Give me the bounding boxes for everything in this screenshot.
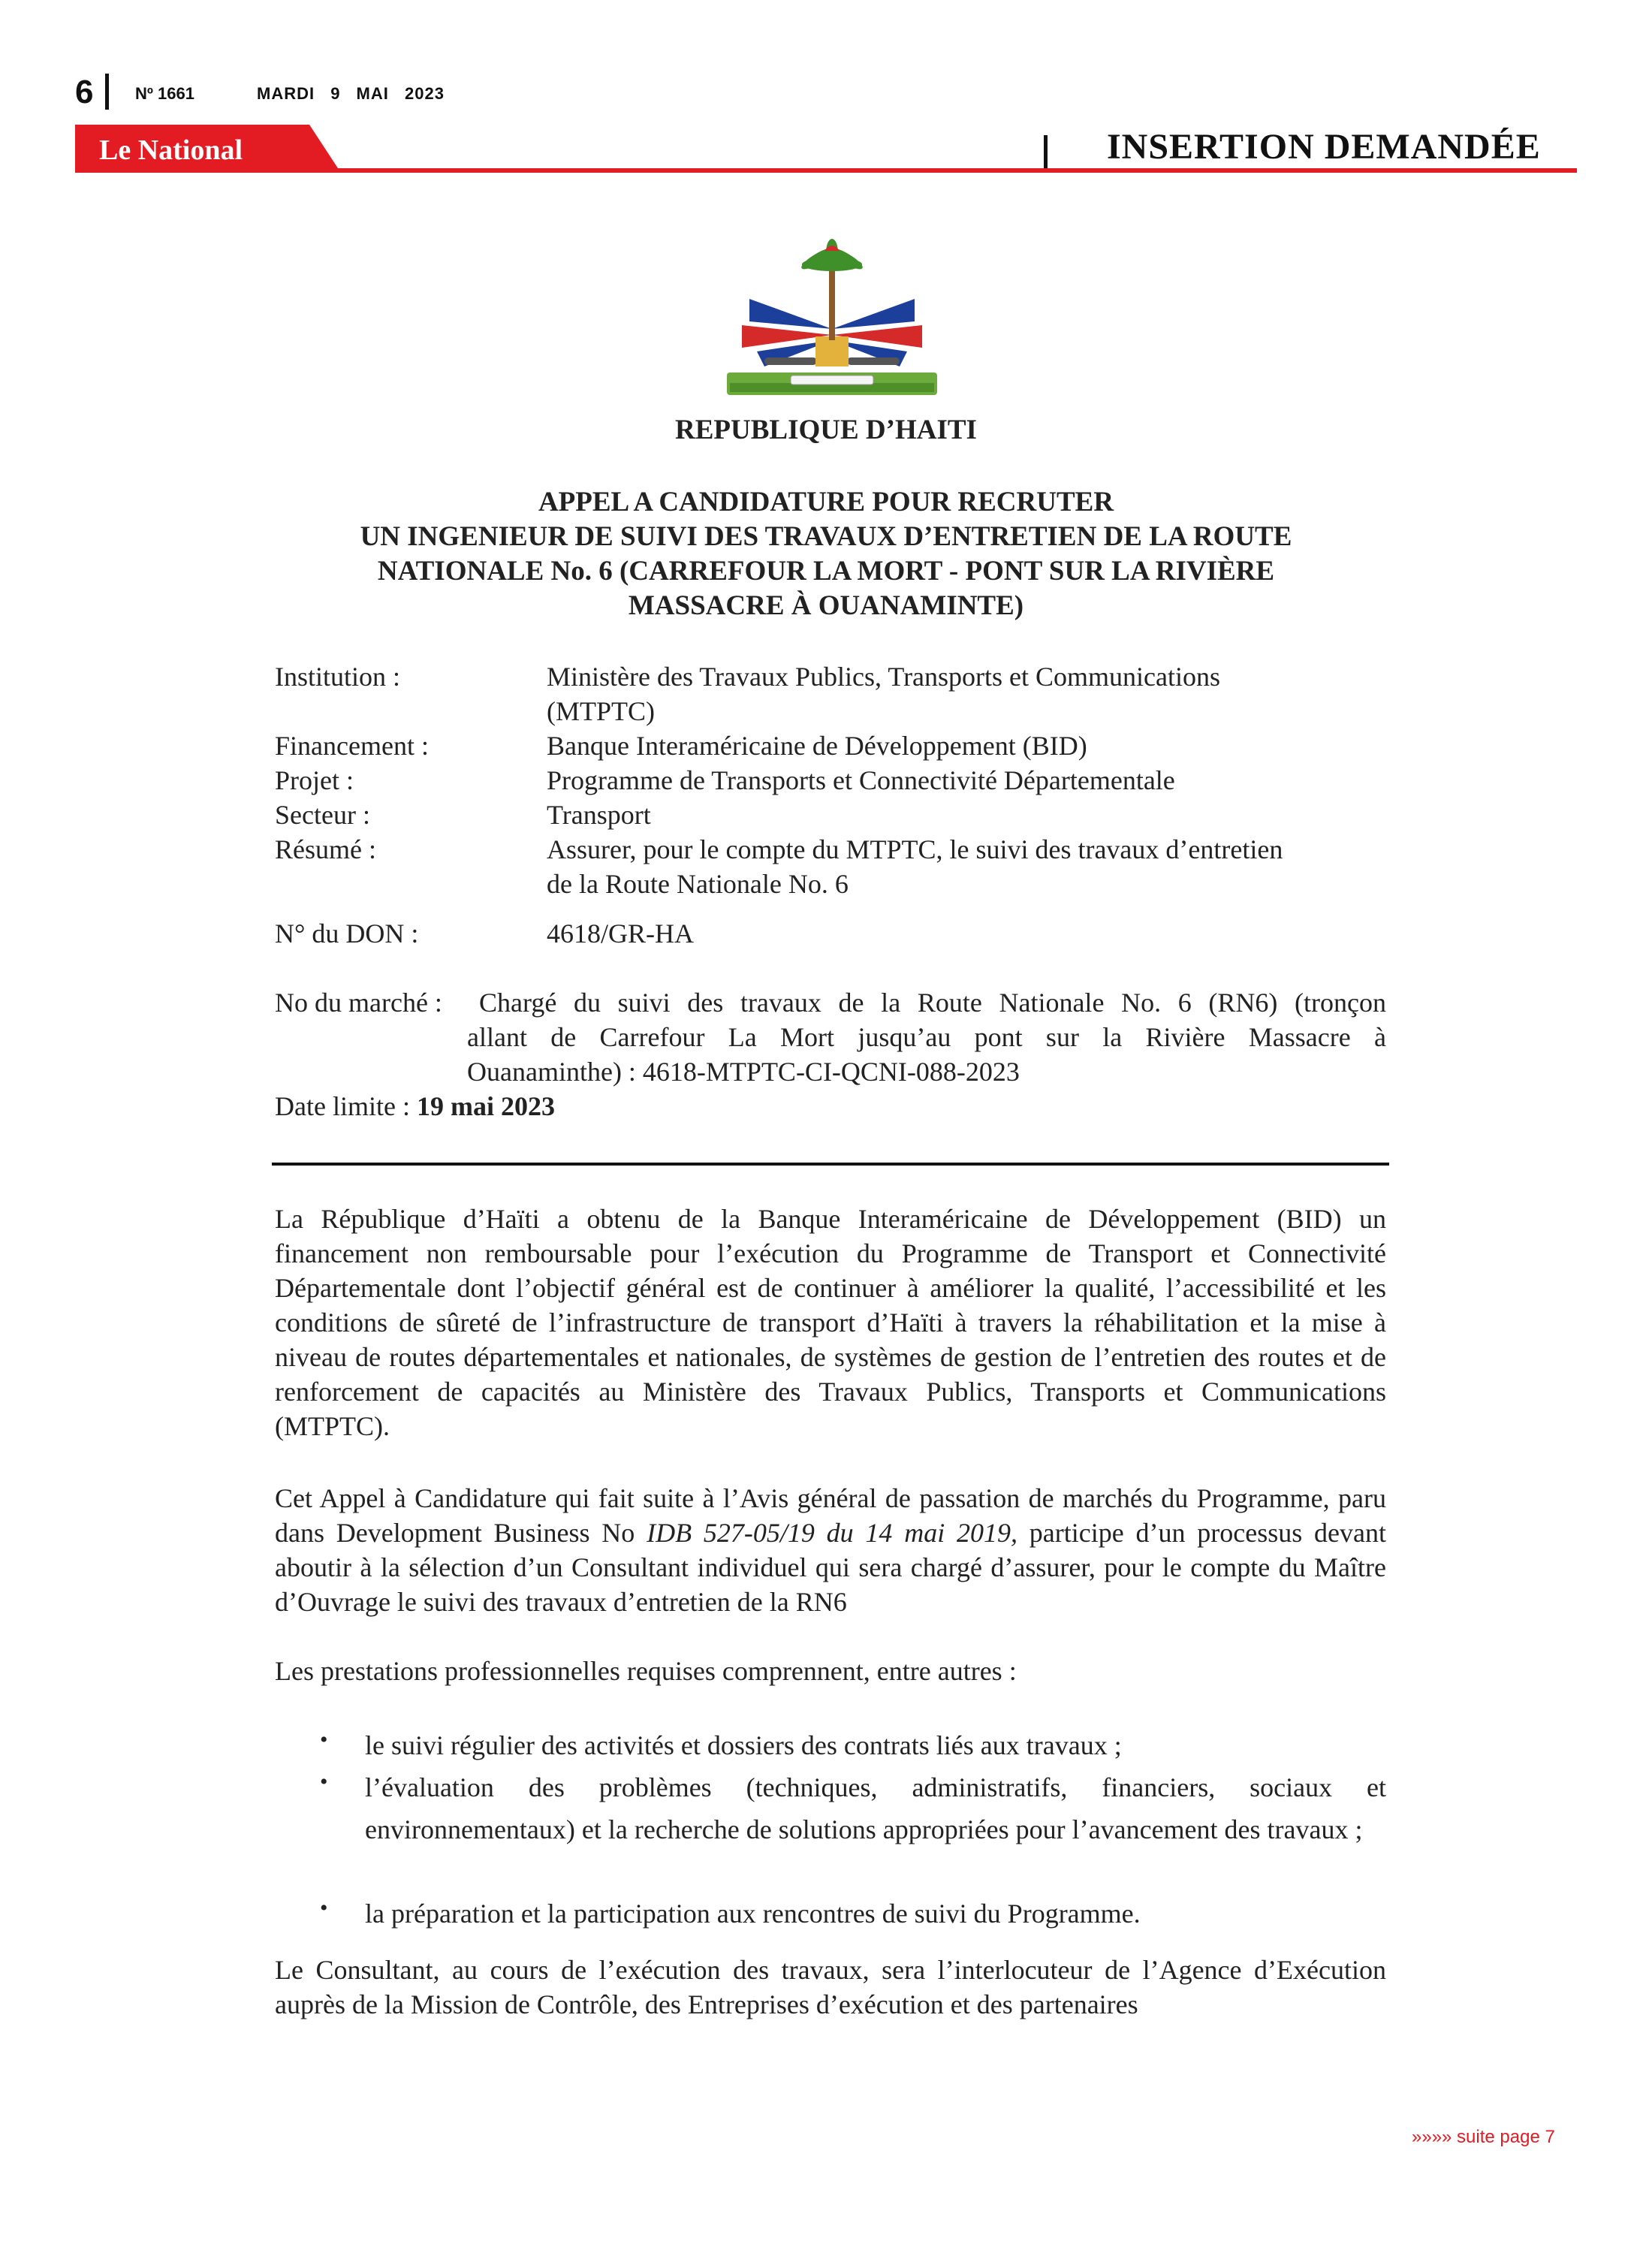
info-label: Secteur :: [275, 800, 370, 830]
deadline-value: 19 mai 2023: [416, 1091, 555, 1121]
country-name: REPUBLIQUE D’HAITI: [675, 415, 977, 445]
deadline-label: Date limite :: [275, 1091, 410, 1121]
newspaper-brand: Le National: [99, 134, 243, 166]
paragraph-announcement-start: Cet Appel à Candidature qui fait suite à l’Avis général de passation de marchés du Programme, paru dans Development Business No: [275, 1483, 1386, 1548]
continued-link[interactable]: »»»» suite page 7: [1412, 2127, 1555, 2147]
info-value: Programme de Transports et Connectivité Départementale: [547, 765, 1175, 795]
paragraph-consultant-role: Le Consultant, au cours de l’exécution des travaux, sera l’interlocuteur de l’Agence d’Exécution auprès de la Mission de Contrôle, des Entreprises d’exécution et des partenaires: [275, 1955, 1386, 2019]
info-value: de la Route Nationale No. 6: [547, 869, 849, 899]
bullet-item: l’évaluation des problèmes (techniques, administratifs, financiers, sociaux et environnementaux) et la recherche de solutions appropriées pour l’avancement des travaux ;: [365, 1772, 1386, 1844]
info-label: Financement :: [275, 731, 429, 761]
marche-label: No du marché :: [275, 988, 442, 1018]
info-value: (MTPTC): [547, 696, 655, 726]
section-rule: [272, 1163, 1389, 1166]
paragraph-announcement-end: participe d’un processus devant aboutir à la sélection d’un Consultant individuel qui sera chargé d’assurer, pour le compte du Maître d’Ouvrage le suivi des travaux d’entretien de la RN6: [275, 1518, 1386, 1617]
info-label: Résumé :: [275, 834, 376, 864]
info-value: Ministère des Travaux Publics, Transports et Communications: [547, 662, 1221, 692]
info-label: Projet :: [275, 765, 354, 795]
bullet-icon: •: [320, 1769, 328, 1794]
title-line-1: APPEL A CANDIDATURE POUR RECRUTER: [538, 487, 1114, 517]
section-divider: [1044, 135, 1048, 168]
bullet-icon: •: [320, 1727, 328, 1752]
paragraph-announcement-reference: IDB 527-05/19 du 14 mai 2019,: [647, 1518, 1017, 1548]
paragraph-announcement: [275, 1481, 1386, 1619]
info-value: 4618/GR-HA: [547, 918, 694, 949]
marche-line-3: Ouanaminthe) : 4618-MTPTC-CI-QCNI-088-2023: [467, 1057, 1020, 1087]
info-label: Institution :: [275, 662, 401, 692]
info-value: Transport: [547, 800, 651, 830]
haiti-coat-of-arms-icon: [719, 239, 945, 404]
paragraph-services-intro: Les prestations professionnelles requises comprennent, entre autres :: [275, 1656, 1017, 1686]
bullet-icon: •: [320, 1896, 328, 1920]
title-line-4: MASSACRE À OUANAMINTE): [628, 590, 1024, 621]
marche-line-1: Chargé du suivi des travaux de la Route Nationale No. 6 (RN6) (tronçon: [479, 988, 1386, 1018]
info-value: Assurer, pour le compte du MTPTC, le suivi des travaux d’entretien: [547, 834, 1283, 864]
title-line-3: NATIONALE No. 6 (CARREFOUR LA MORT - PONT SUR LA RIVIÈRE: [377, 556, 1275, 587]
info-label: N° du DON :: [275, 918, 419, 949]
bullet-item: la préparation et la participation aux rencontres de suivi du Programme.: [365, 1899, 1141, 1929]
marche-line-2: allant de Carrefour La Mort jusqu’au pont sur la Rivière Massacre à: [467, 1022, 1386, 1052]
paragraph-financing: La République d’Haïti a obtenu de la Banque Interaméricaine de Développement (BID) un financement non remboursable pour l’exécution du Programme de Transport et Connectivité Départementale dont l’objectif général est de continuer à améliorer la qualité, l’accessibilité et les conditions de sûreté de l’infrastructure de transport d’Haïti à travers la réhabilitation et la mise à niveau de routes départementales et nationales, de systèmes de gestion de l’entretien des routes et de renforcement de capacités au Ministère des Travaux Publics, Transports et Communications (MTPTC).: [275, 1204, 1386, 1441]
deadline: [275, 1089, 555, 1123]
bullet-item: le suivi régulier des activités et dossiers des contrats liés aux travaux ;: [365, 1730, 1122, 1760]
info-value: Banque Interaméricaine de Développement (BID): [547, 731, 1087, 761]
page-number-divider: [105, 74, 109, 110]
title-line-2: UN INGENIEUR DE SUIVI DES TRAVAUX D’ENTRETIEN DE LA ROUTE: [360, 521, 1292, 552]
section-title: INSERTION DEMANDÉE: [1107, 127, 1541, 167]
issue-date: MARDI 9 MAI 2023: [257, 84, 445, 103]
page-number: 6: [75, 74, 94, 110]
issue-number: Nº 1661: [135, 84, 194, 103]
